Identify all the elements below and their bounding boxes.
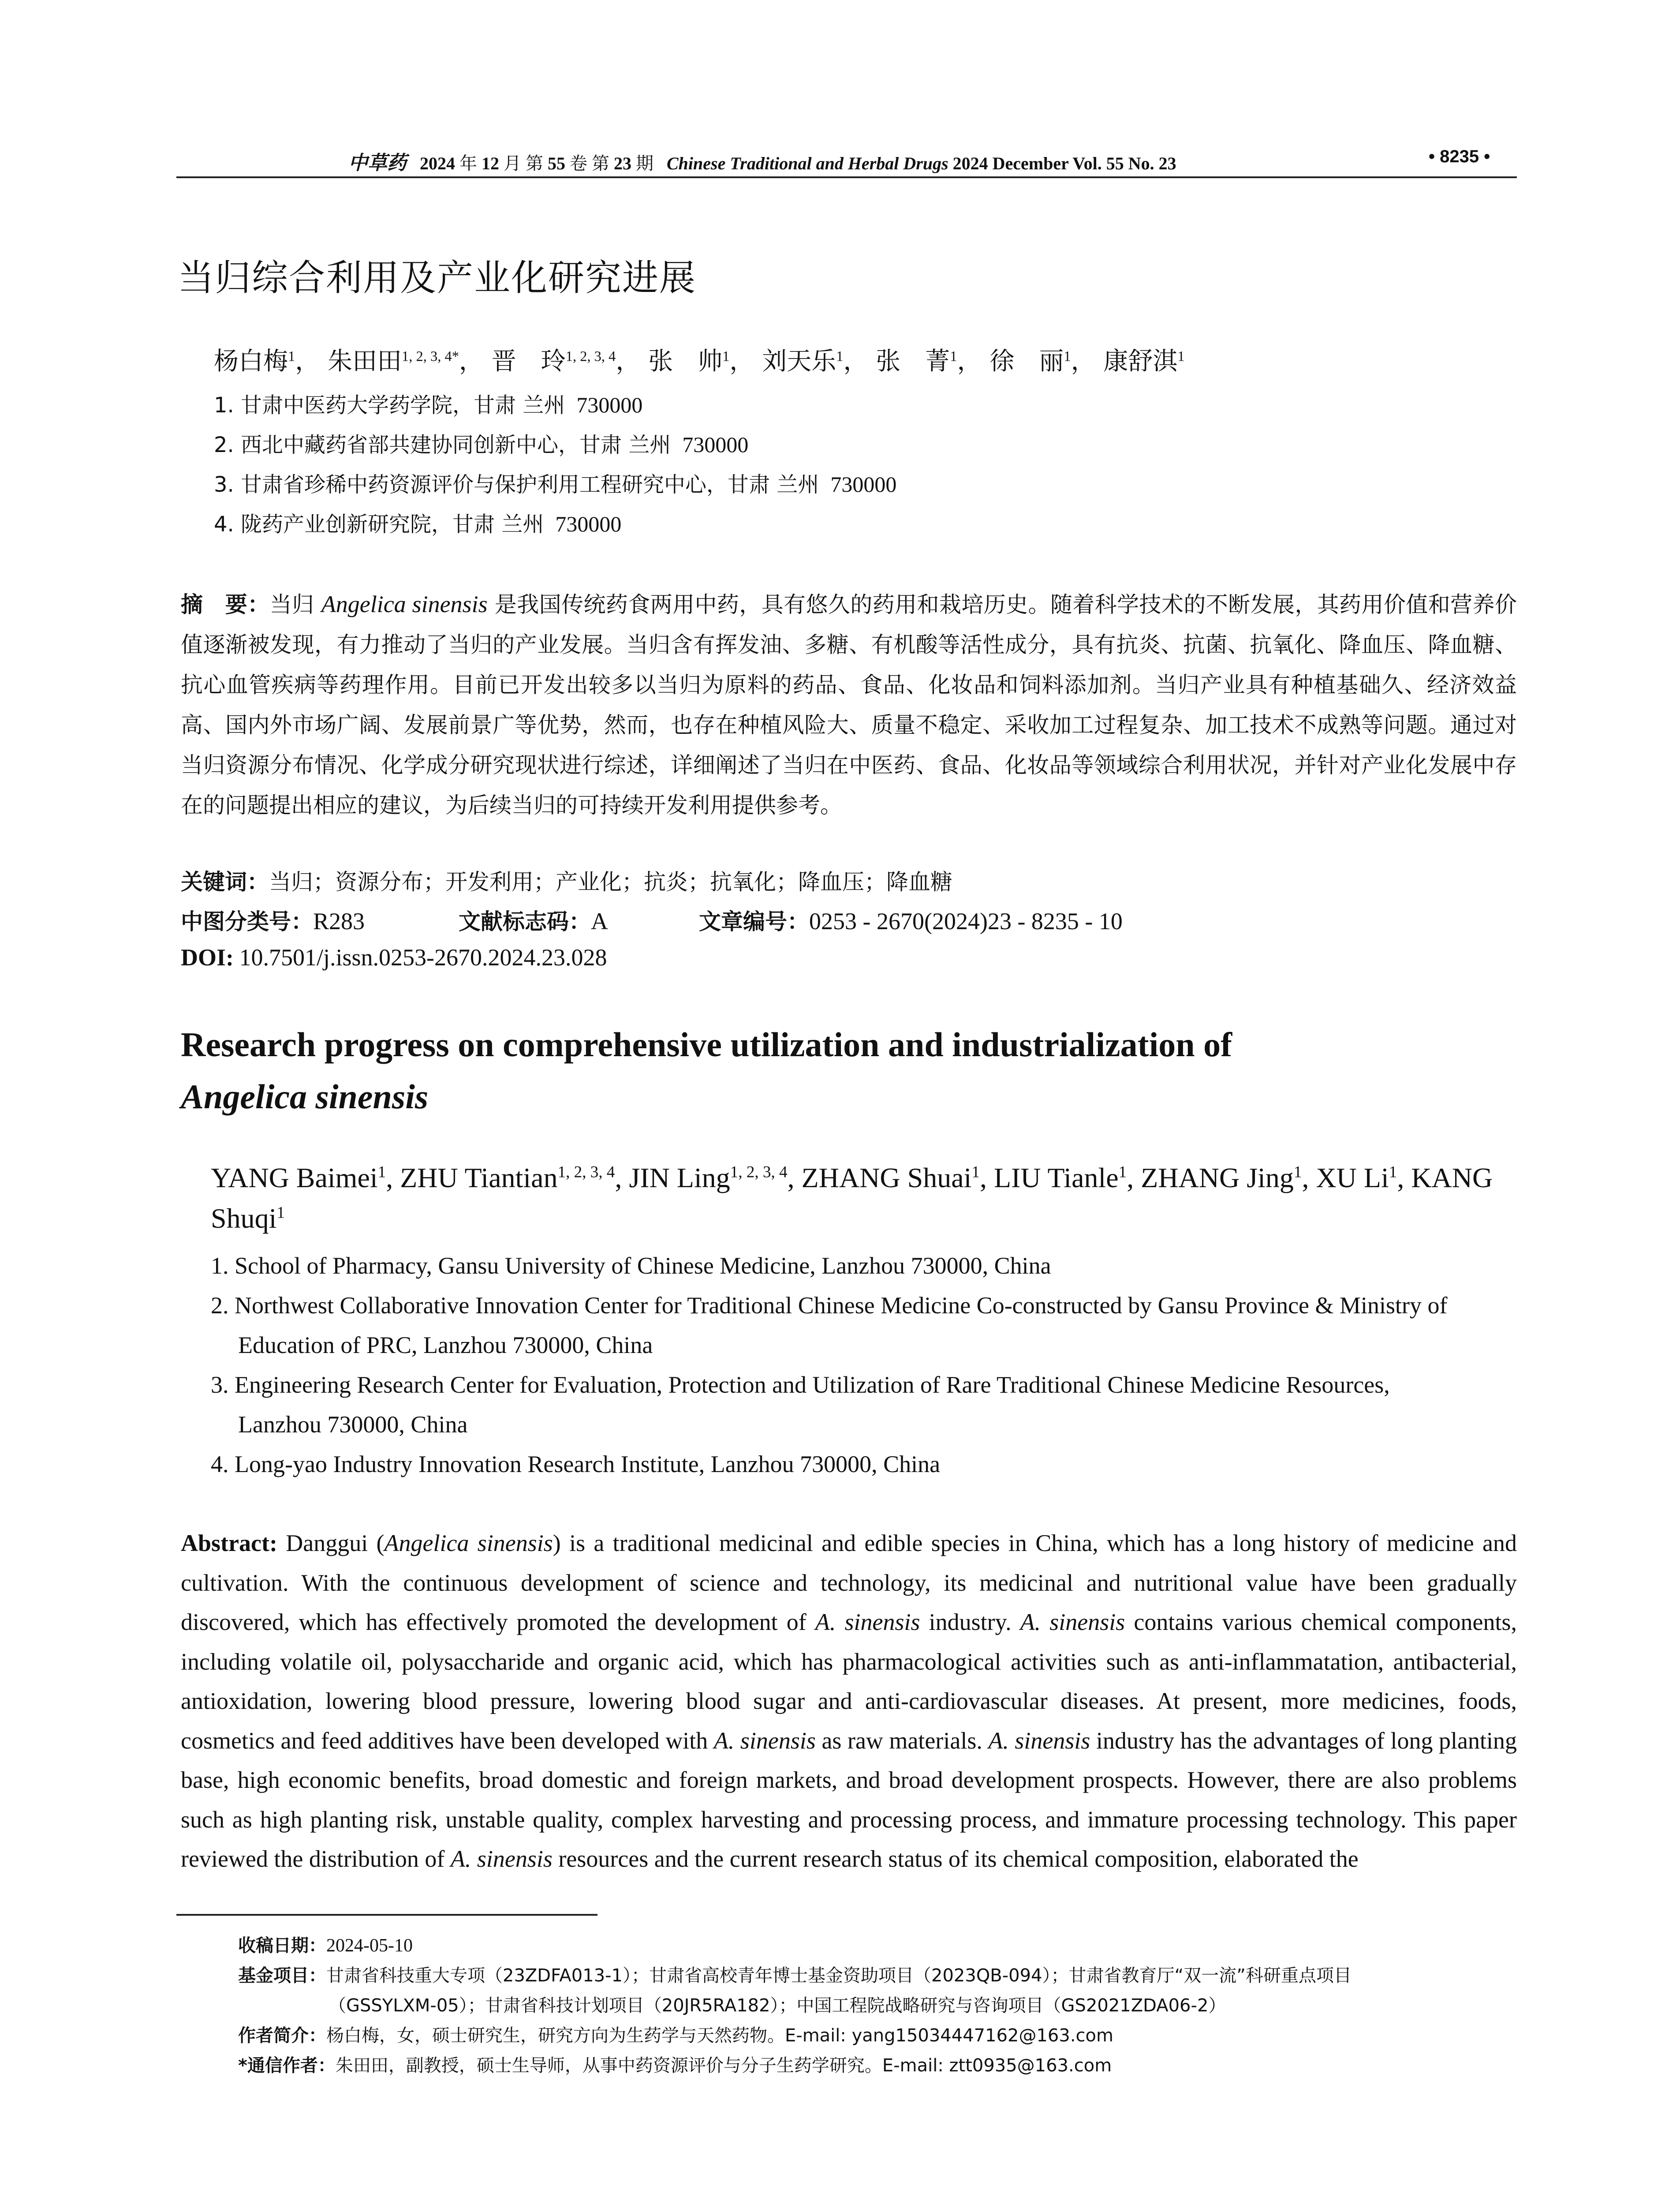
abstract-en: Abstract: Danggui (Angelica sinensis) is a traditional medicinal and edible species in China, which has a long history of medicine and cultivation. With the continuous development of science and technology, its medicinal and nutritional value have been gradually discovered, which has effectively promoted the development of A. sinensis industry. A. sinensis contains various chemical components, including volatile oil, polysaccharide and organic acid, which has pharmacological activities such as anti-inflammatation, antibacterial, antioxidation, lowering blood pressure, lowering blood sugar and anti-cardiovascular diseases. At present, more medicines, foods, cosmetics and feed additives have been developed with A. sinensis as raw materials. A. sinensis industry has the advantages of long planting base, high economic benefits, broad domestic and foreign markets, and broad development prospects. However, there are also problems such as high planting risk, unstable quality, complex harvesting and processing process, and immature processing technology. This paper reviewed the distribution of A. sinensis resources and the current research status of its chemical composition, elaborated the (181, 1530, 1517, 1872)
title-en: Research progress on comprehensive utilization and industrialization of Angelica sinensis (181, 1025, 1232, 1116)
issue-no-pre: 第 (592, 153, 609, 174)
document-code: 文献标志码：A (459, 908, 608, 934)
issue-year-cn: 年 (459, 153, 477, 174)
issue-year: 2024 (420, 153, 455, 173)
author-en: ZHANG Shuai$^1$ (801, 1162, 980, 1193)
journal-name-cn: 中草药 (348, 152, 407, 174)
author-cn: 刘天乐$^1$ (762, 347, 844, 376)
author-cn: 张 菁$^1$ (876, 347, 957, 376)
header-rule (176, 176, 1517, 178)
author-cn: 徐 丽$^1$ (989, 347, 1071, 376)
affiliation-en: 3. Engineering Research Center for Evaluation, Protection and Utilization of Rare Traditional Chinese Medicine Resources, Lanzhou 730000, China (211, 1372, 1390, 1438)
author-en: YANG Baimei$^1$ (211, 1162, 386, 1193)
affiliation-en: 4. Long-yao Industry Innovation Research Institute, Lanzhou 730000, China (211, 1451, 941, 1477)
author-en: ZHU Tiantian$^{1, 2, 3, 4}$ (400, 1162, 615, 1193)
footnote-author: 作者简介：杨白梅，女，硕士研究生，研究方向为生药学与天然药物。E-mail: yang15034447162@163.com (238, 2026, 1113, 2046)
author-cn: 康舒淇$^1$ (1103, 347, 1185, 376)
affiliation-en: 2. Northwest Collaborative Innovation Center for Traditional Chinese Medicine Co-constructed by Gansu Province & Ministry of Education of PRC, Lanzhou 730000, China (211, 1292, 1448, 1358)
author-en: LIU Tianle$^1$ (993, 1162, 1127, 1193)
page-number: • 8235 • (1429, 147, 1490, 166)
abstract-cn: 摘 要：当归 Angelica sinensis 是我国传统药食两用中药，具有悠久的药用和栽培历史。随着科学技术的不断发展，其药用价值和营养价值逐渐被发现，有力推动了当归的产业发展。当归含有挥发油、多糖、有机酸等活性成分，具有抗炎、抗菌、抗氧化、降血压、降血糖、抗心血管疾病等药理作用。目前已开发出较多以当归为原料的药品、食品、化妆品和饲料添加剂。当归产业具有种植基础久、经济效益高、国内外市场广阔、发展前景广等优势，然而，也存在种植风险大、质量不稳定、采收加工过程复杂、加工技术不成熟等问题。通过对当归资源分布情况、化学成分研究现状进行综述，详细阐述了当归在中医药、食品、化妆品等领域综合利用状况，并针对产业化发展中存在的问题提出相应的建议，为后续当归的可持续开发利用提供参考。 (181, 591, 1517, 818)
author-cn: 朱田田$^{1, 2, 3, 4*}$ (328, 347, 459, 376)
footnote-received: 收稿日期：2024-05-10 (238, 1936, 413, 1956)
footnote-fund: 基金项目：甘肃省科技重大专项（23ZDFA013-1）；甘肃省高校青年博士基金资助项目（2023QB-094）；甘肃省教育厅“双一流”科研重点项目 (238, 1966, 1351, 1986)
footnote-fund-continued: （GSSYLXM-05）；甘肃省科技计划项目（20JR5RA182）；中国工程院战略研究与咨询项目（GS2021ZDA06-2） (329, 1996, 1226, 2016)
issue-en: 2024 December Vol. 55 No. 23 (952, 153, 1176, 173)
author-cn: 杨白梅$^1$ (214, 347, 295, 376)
issue-no: 23 (614, 153, 631, 173)
journal-header (348, 147, 1176, 175)
author-cn: 张 帅$^1$ (648, 347, 730, 376)
affiliation-cn: 1. 甘肃中医药大学药学院，甘肃 兰州 730000 (214, 392, 643, 418)
affiliation-en: 1. School of Pharmacy, Gansu University of Chinese Medicine, Lanzhou 730000, China (211, 1252, 1051, 1279)
author-en: KANG Shuqi$^1$ (211, 1162, 1493, 1234)
affiliation-cn: 3. 甘肃省珍稀中药资源评价与保护利用工程研究中心，甘肃 兰州 730000 (214, 472, 897, 497)
author-cn: 晋 玲$^{1, 2, 3, 4}$ (491, 347, 616, 376)
issue-month-cn: 月 (504, 153, 521, 174)
abstract-en-label: Abstract: (181, 1530, 277, 1556)
abstract-cn-label: 摘 要： (181, 592, 270, 617)
article-number: 文章编号：0253 - 2670(2024)23 - 8235 - 10 (699, 908, 1123, 934)
author-en: XU Li$^1$ (1316, 1162, 1397, 1193)
author-en: ZHANG Jing$^1$ (1141, 1162, 1302, 1193)
issue-vol: 55 (548, 153, 565, 173)
journal-name-en: Chinese Traditional and Herbal Drugs (667, 153, 948, 173)
authors-en: YANG Baimei$^1$, ZHU Tiantian$^{1, 2, 3, 4}$, JIN Ling$^{1, 2, 3, 4}$, ZHANG Shuai$^1$, LIU Tianle$^1$, ZHANG Jing$^1$, XU Li$^1$, KANG Shuqi$^1$ (211, 1162, 1493, 1234)
footnote-rule (176, 1914, 597, 1916)
affiliation-cn: 2. 西北中藏药省部共建协同创新中心，甘肃 兰州 730000 (214, 432, 749, 457)
keywords: 关键词：当归；资源分布；开发利用；产业化；抗炎；抗氧化；降血压；降血糖 (181, 869, 952, 895)
doi: DOI: 10.7501/j.issn.0253-2670.2024.23.028 (181, 944, 607, 971)
issue-month: 12 (482, 153, 499, 173)
running-header (0, 147, 1680, 178)
authors-cn: 杨白梅$^1$， 朱田田$^{1, 2, 3, 4*}$， 晋 玲$^{1, 2, 3, 4}$， 张 帅$^1$， 刘天乐$^1$， 张 菁$^1$， 徐 丽$^1$， 康舒淇$^1$ (214, 347, 1185, 376)
issue-no-cn: 期 (636, 153, 653, 174)
affiliation-cn: 4. 陇药产业创新研究院，甘肃 兰州 730000 (214, 512, 622, 537)
classification: 中图分类号：R283 (181, 908, 365, 934)
author-en: JIN Ling$^{1, 2, 3, 4}$ (629, 1162, 788, 1193)
footnote-corresponding: *通信作者：朱田田，副教授，硕士生导师，从事中药资源评价与分子生药学研究。E-mail: ztt0935@163.com (238, 2056, 1112, 2076)
title-cn: 当归综合利用及产业化研究进展 (178, 257, 697, 299)
issue-vol-cn: 卷 (570, 153, 587, 174)
issue-vol-pre: 第 (526, 153, 543, 174)
